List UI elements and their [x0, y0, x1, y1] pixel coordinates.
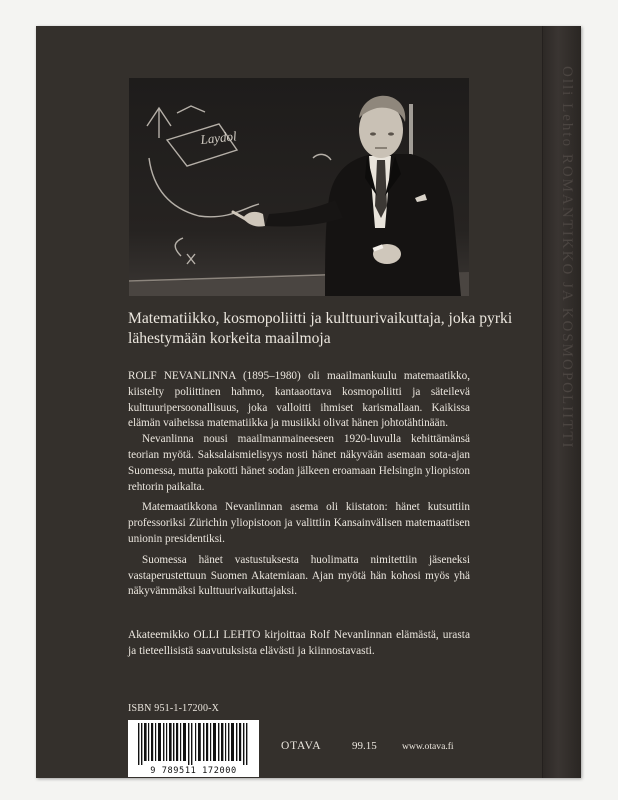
- description-paragraph-2: Nevanlinna nousi maailmanmaineeseen 1920-luvulla kehittämänsä teorian myötä. Saksalaismielisyys nosti hänet näkyvään asemaan sota-ajan Suomessa, mutta pakotti hänet sodan jälkeen eroamaan Helsingin yliopiston rehtorin paikalta.: [128, 433, 470, 493]
- barcode: [128, 720, 259, 777]
- description-paragraph-1: ROLF NEVANLINNA (1895–1980) oli maailmankuulu matemaatikko, kiistelty poliittinen hahmo, kantaaottava kosmopoliitti ja säteilevä kulttuuripersoonallisuus, joka valloitti ihmiset karismallaan. Kaikissa elämän vaiheissa matematiikka ja musiikki olivat hänen johtotähtinään.: [128, 370, 470, 430]
- spine-title: Olli Lehto ROMANTIKKO JA KOSMOPOLIITTI: [559, 66, 575, 450]
- book-back-cover: [36, 26, 581, 778]
- description-paragraph-4: Suomessa hänet vastustuksesta huolimatta nimitettiin jäseneksi vastaperustettuun Suomen Akatemiaan. Ajan myötä hän kohosi myös yhä näkyvämmäksi kulttuurivaikuttajaksi.: [128, 553, 470, 598]
- barcode-number: 9 789511 172000: [150, 766, 237, 776]
- price-code: 99.15: [352, 740, 377, 752]
- author-statement: Akateemikko OLLI LEHTO kirjoittaa Rolf Nevanlinnan elämästä, urasta ja tieteellisistä saavutuksista elävästi ja kiinnostavasti.: [128, 629, 470, 657]
- book-description: [128, 369, 470, 600]
- portrait-photo: [129, 78, 469, 296]
- cover-subtitle: Matematiikko, kosmopoliitti ja kulttuurivaikuttaja, joka pyrki lähestymään korkeita maailmoja: [128, 310, 513, 347]
- description-paragraph-3: Matemaatikkona Nevanlinnan asema oli kiistaton: hänet kutsuttiin professoriksi Zürichin yliopistoon ja valittiin Kansainvälisen matemaattisen unionin presidentiksi.: [128, 501, 470, 545]
- board-writing: Laydol: [199, 128, 238, 147]
- barcode-bars: [128, 720, 259, 766]
- portrait-photo-illustration: [129, 78, 469, 296]
- publisher-website: www.otava.fi: [402, 741, 454, 752]
- isbn-label: ISBN 951-1-17200-X: [128, 703, 220, 714]
- book-spine-edge: [542, 26, 581, 778]
- publisher-name: OTAVA: [281, 740, 322, 752]
